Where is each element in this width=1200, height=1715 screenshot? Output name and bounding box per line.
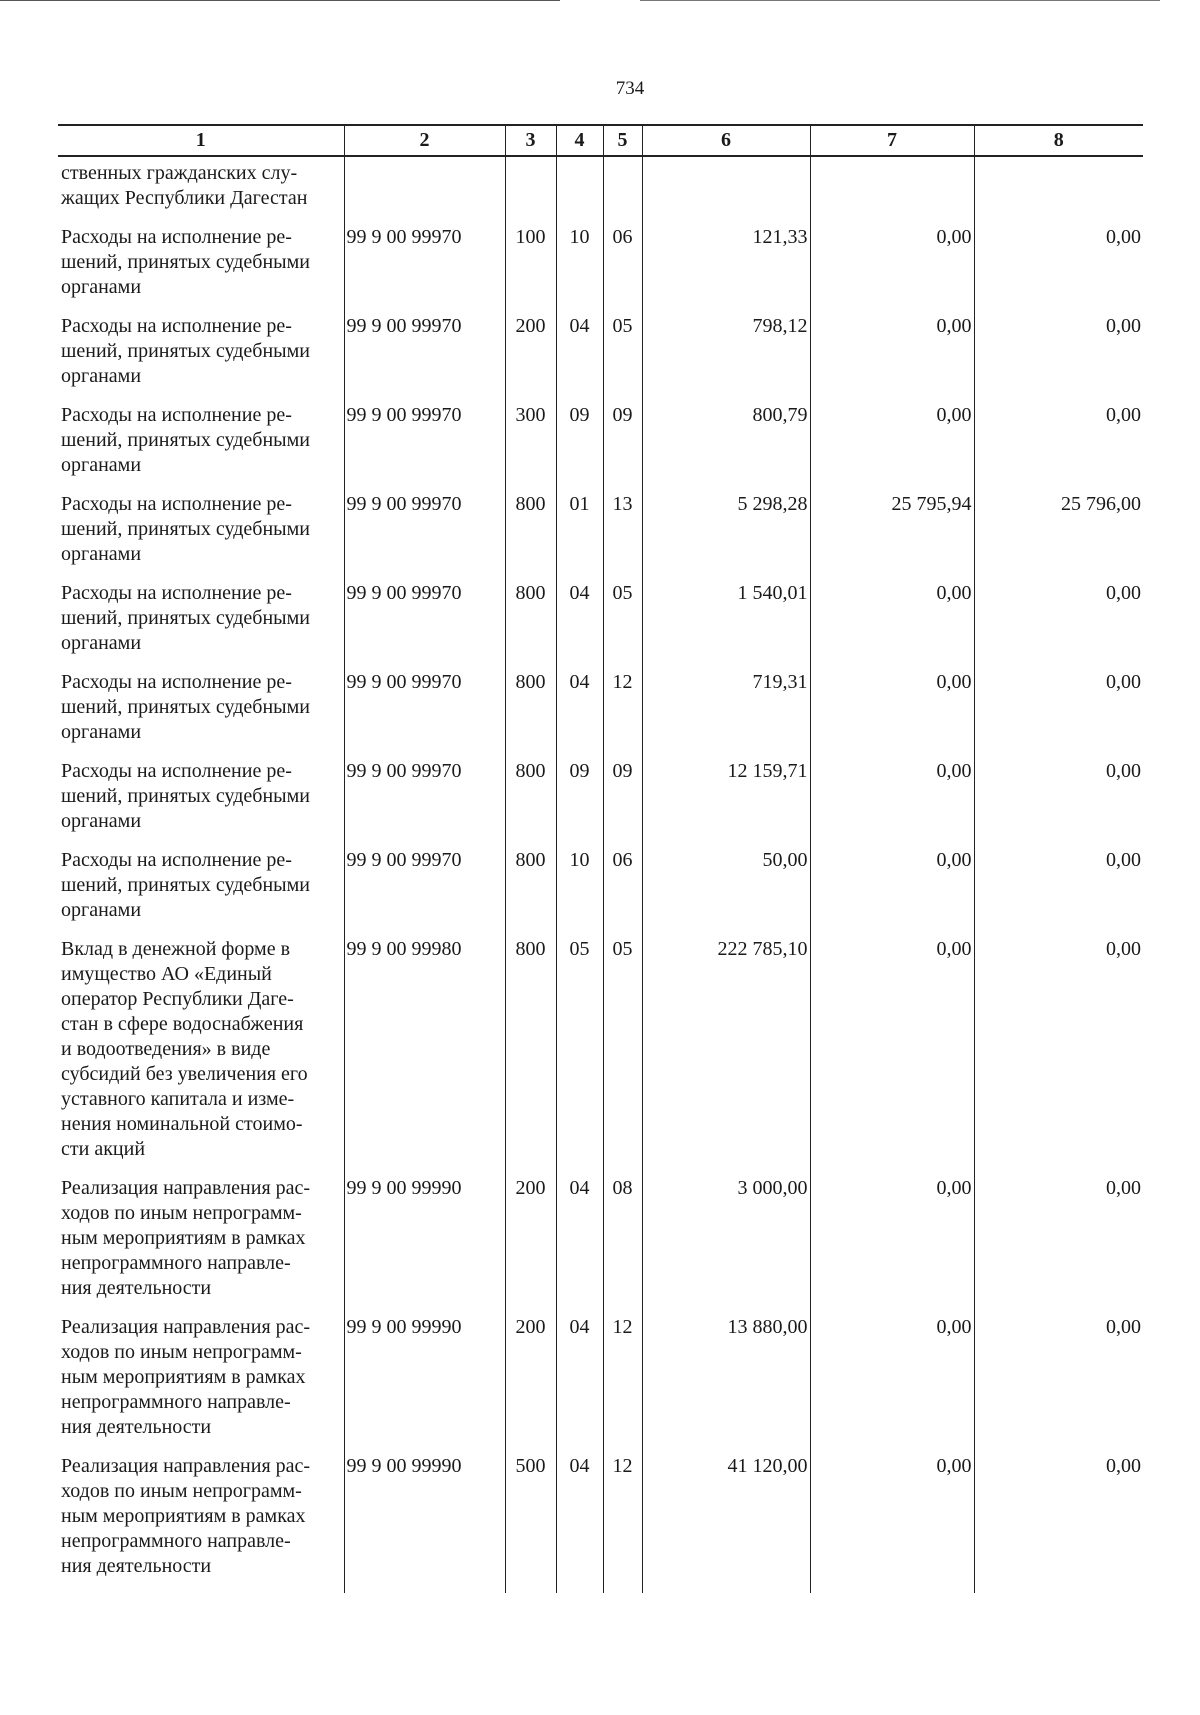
amount-col6: 13 880,00 xyxy=(642,1315,810,1454)
target-article-code: 99 9 00 99990 xyxy=(344,1176,505,1315)
expense-name xyxy=(58,937,344,1176)
expense-name-text: ственных гражданских слу- жащих Республики Дагестан xyxy=(61,162,308,209)
expense-name xyxy=(58,1454,344,1593)
expense-name-text: Расходы на исполнение ре- шений, принятых судебными органами xyxy=(61,404,310,476)
amount-col6: 719,31 xyxy=(642,670,810,759)
section-code: 09 xyxy=(556,759,603,848)
column-header: 3 xyxy=(505,125,556,156)
table-header-row xyxy=(58,125,1143,156)
column-header: 6 xyxy=(642,125,810,156)
amount-col7: 0,00 xyxy=(810,848,974,937)
expense-name-text: Расходы на исполнение ре- шений, принятых судебными органами xyxy=(61,671,310,743)
expense-name-text: Реализация направления рас- ходов по иным непрограмм- ным мероприятиям в рамках непрограммного направле- ния деятельности xyxy=(61,1316,311,1438)
table-row xyxy=(58,759,1143,848)
amount-col6: 222 785,10 xyxy=(642,937,810,1176)
expense-name-text: Расходы на исполнение ре- шений, принятых судебными органами xyxy=(61,493,310,565)
expense-name xyxy=(58,492,344,581)
target-article-code: 99 9 00 99970 xyxy=(344,759,505,848)
amount-col7: 0,00 xyxy=(810,1454,974,1593)
section-code: 04 xyxy=(556,1454,603,1593)
amount-col7: 0,00 xyxy=(810,403,974,492)
subsection-code: 05 xyxy=(603,937,642,1176)
budget-table xyxy=(58,124,1143,1593)
expense-name-text: Расходы на исполнение ре- шений, принятых судебными органами xyxy=(61,315,310,387)
amount-col7: 0,00 xyxy=(810,759,974,848)
subsection-code: 12 xyxy=(603,670,642,759)
amount-col8: 0,00 xyxy=(974,937,1143,1176)
subsection-code: 09 xyxy=(603,759,642,848)
section-code: 04 xyxy=(556,314,603,403)
target-article-code: 99 9 00 99990 xyxy=(344,1454,505,1593)
table-row xyxy=(58,1454,1143,1593)
expense-name-text: Реализация направления рас- ходов по иным непрограмм- ным мероприятиям в рамках непрограммного направле- ния деятельности xyxy=(61,1455,311,1577)
amount-col8: 0,00 xyxy=(974,670,1143,759)
section-code: 10 xyxy=(556,225,603,314)
expense-name xyxy=(58,581,344,670)
amount-col8: 0,00 xyxy=(974,225,1143,314)
amount-col6: 5 298,28 xyxy=(642,492,810,581)
target-article-code xyxy=(344,156,505,225)
amount-col7: 0,00 xyxy=(810,670,974,759)
subsection-code: 12 xyxy=(603,1454,642,1593)
subsection-code: 05 xyxy=(603,314,642,403)
amount-col6: 1 540,01 xyxy=(642,581,810,670)
target-article-code: 99 9 00 99970 xyxy=(344,581,505,670)
amount-col6: 798,12 xyxy=(642,314,810,403)
section-code: 01 xyxy=(556,492,603,581)
amount-col8: 0,00 xyxy=(974,848,1143,937)
subsection-code: 06 xyxy=(603,848,642,937)
expense-name xyxy=(58,314,344,403)
column-header: 2 xyxy=(344,125,505,156)
expense-name-text: Расходы на исполнение ре- шений, принятых судебными органами xyxy=(61,582,310,654)
amount-col7: 0,00 xyxy=(810,314,974,403)
section-code: 04 xyxy=(556,1315,603,1454)
expense-type-code: 800 xyxy=(505,492,556,581)
section-code: 09 xyxy=(556,403,603,492)
scan-edge-top xyxy=(0,0,560,1)
subsection-code: 13 xyxy=(603,492,642,581)
amount-col6: 12 159,71 xyxy=(642,759,810,848)
amount-col6: 50,00 xyxy=(642,848,810,937)
table-row xyxy=(58,581,1143,670)
expense-name xyxy=(58,1176,344,1315)
table-row xyxy=(58,314,1143,403)
amount-col8: 0,00 xyxy=(974,759,1143,848)
expense-type-code: 800 xyxy=(505,937,556,1176)
amount-col8: 0,00 xyxy=(974,1176,1143,1315)
subsection-code: 06 xyxy=(603,225,642,314)
amount-col7: 0,00 xyxy=(810,225,974,314)
expense-name-text: Расходы на исполнение ре- шений, принятых судебными органами xyxy=(61,849,310,921)
table-row xyxy=(58,670,1143,759)
table-row xyxy=(58,1315,1143,1454)
section-code: 04 xyxy=(556,581,603,670)
amount-col6: 121,33 xyxy=(642,225,810,314)
amount-col7: 0,00 xyxy=(810,1315,974,1454)
expense-name-text: Расходы на исполнение ре- шений, принятых судебными органами xyxy=(61,760,310,832)
amount-col8: 25 796,00 xyxy=(974,492,1143,581)
expense-name xyxy=(58,156,344,225)
amount-col8: 0,00 xyxy=(974,403,1143,492)
expense-name-text: Вклад в денежной форме в имущество АО «Единый оператор Республики Даге- стан в сфере водоснабжения и водоотведения» в виде субсидий без увеличения его уставного капитала и изме- нения номинальной стоимо- сти акций xyxy=(61,938,308,1160)
target-article-code: 99 9 00 99970 xyxy=(344,403,505,492)
expense-type-code: 800 xyxy=(505,759,556,848)
expense-name xyxy=(58,670,344,759)
amount-col6: 41 120,00 xyxy=(642,1454,810,1593)
amount-col8 xyxy=(974,156,1143,225)
table-body xyxy=(58,156,1143,1593)
page-number: 734 xyxy=(615,78,645,99)
subsection-code: 08 xyxy=(603,1176,642,1315)
expense-type-code: 200 xyxy=(505,314,556,403)
subsection-code: 05 xyxy=(603,581,642,670)
section-code: 04 xyxy=(556,670,603,759)
column-header: 4 xyxy=(556,125,603,156)
expense-type-code: 800 xyxy=(505,670,556,759)
expense-name xyxy=(58,848,344,937)
budget-table-container xyxy=(58,124,1143,1604)
target-article-code: 99 9 00 99970 xyxy=(344,492,505,581)
section-code: 10 xyxy=(556,848,603,937)
amount-col6 xyxy=(642,156,810,225)
expense-type-code: 500 xyxy=(505,1454,556,1593)
expense-name-text: Расходы на исполнение ре- шений, принятых судебными органами xyxy=(61,226,310,298)
section-code: 05 xyxy=(556,937,603,1176)
column-header: 1 xyxy=(58,125,344,156)
expense-type-code xyxy=(505,156,556,225)
table-row xyxy=(58,156,1143,225)
amount-col7: 0,00 xyxy=(810,1176,974,1315)
amount-col8: 0,00 xyxy=(974,1454,1143,1593)
amount-col6: 3 000,00 xyxy=(642,1176,810,1315)
target-article-code: 99 9 00 99970 xyxy=(344,848,505,937)
expense-type-code: 200 xyxy=(505,1315,556,1454)
target-article-code: 99 9 00 99980 xyxy=(344,937,505,1176)
subsection-code: 09 xyxy=(603,403,642,492)
amount-col8: 0,00 xyxy=(974,1315,1143,1454)
target-article-code: 99 9 00 99970 xyxy=(344,225,505,314)
amount-col7: 25 795,94 xyxy=(810,492,974,581)
amount-col7 xyxy=(810,156,974,225)
column-header: 7 xyxy=(810,125,974,156)
column-header: 8 xyxy=(974,125,1143,156)
expense-type-code: 200 xyxy=(505,1176,556,1315)
table-row xyxy=(58,1176,1143,1315)
expense-name xyxy=(58,759,344,848)
amount-col6: 800,79 xyxy=(642,403,810,492)
table-row xyxy=(58,225,1143,314)
amount-col7: 0,00 xyxy=(810,581,974,670)
subsection-code: 12 xyxy=(603,1315,642,1454)
table-row xyxy=(58,403,1143,492)
target-article-code: 99 9 00 99970 xyxy=(344,314,505,403)
table-row xyxy=(58,937,1143,1176)
table-row xyxy=(58,492,1143,581)
amount-col7: 0,00 xyxy=(810,937,974,1176)
section-code xyxy=(556,156,603,225)
expense-type-code: 300 xyxy=(505,403,556,492)
target-article-code: 99 9 00 99990 xyxy=(344,1315,505,1454)
expense-type-code: 800 xyxy=(505,581,556,670)
amount-col8: 0,00 xyxy=(974,581,1143,670)
amount-col8: 0,00 xyxy=(974,314,1143,403)
column-header: 5 xyxy=(603,125,642,156)
expense-name xyxy=(58,1315,344,1454)
expense-name-text: Реализация направления рас- ходов по иным непрограмм- ным мероприятиям в рамках непрограммного направле- ния деятельности xyxy=(61,1177,311,1299)
expense-name xyxy=(58,225,344,314)
expense-type-code: 800 xyxy=(505,848,556,937)
target-article-code: 99 9 00 99970 xyxy=(344,670,505,759)
scan-edge-top-right xyxy=(640,0,1160,1)
expense-type-code: 100 xyxy=(505,225,556,314)
expense-name xyxy=(58,403,344,492)
section-code: 04 xyxy=(556,1176,603,1315)
table-row xyxy=(58,848,1143,937)
subsection-code xyxy=(603,156,642,225)
